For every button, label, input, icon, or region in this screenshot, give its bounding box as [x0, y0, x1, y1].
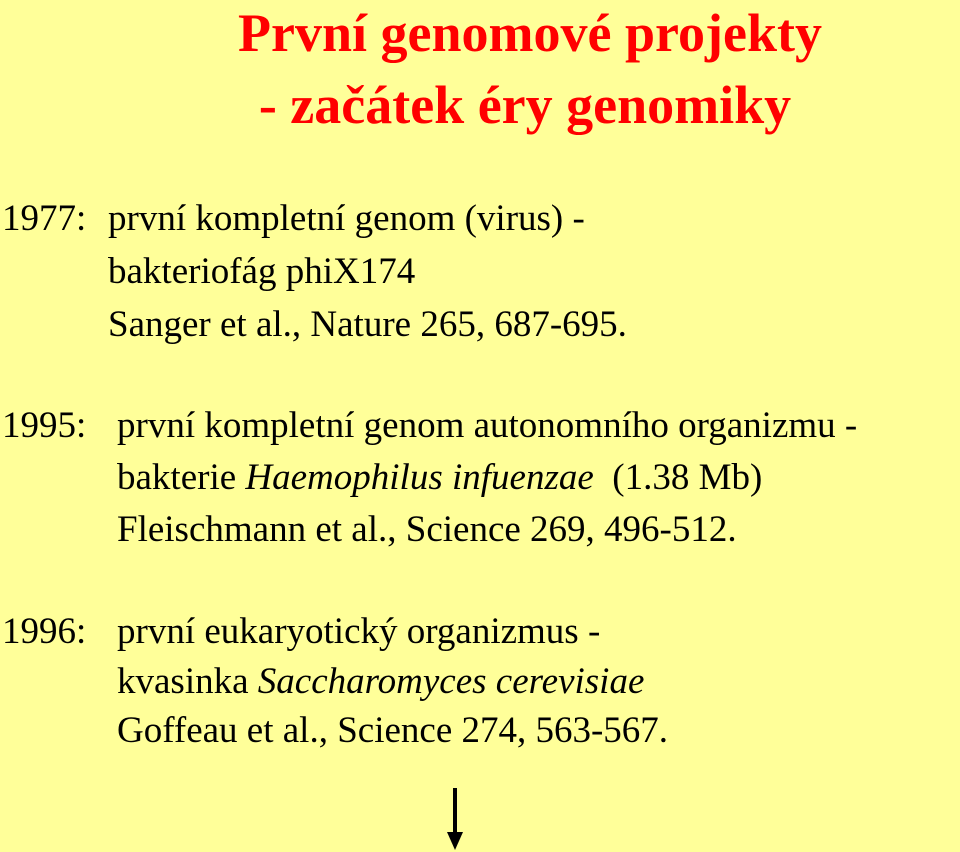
entry-citation: Goffeau et al., Science 274, 563-567. — [117, 710, 669, 751]
organism-prefix: kvasinka — [117, 661, 258, 702]
organism-species-name: Haemophilus infuenzae — [245, 457, 594, 498]
organism-species-name: Saccharomyces cerevisiae — [257, 661, 645, 702]
entry-year: 1996: — [2, 611, 87, 652]
title-line-1: První genomové projekty — [238, 3, 822, 63]
entry-citation: Fleischmann et al., Science 269, 496-512. — [117, 509, 737, 550]
entry-organism — [117, 456, 762, 500]
entry-year: 1977: — [2, 198, 87, 239]
entry-organism: bakteriofág phiX174 — [108, 251, 416, 292]
entry-citation: Sanger et al., Nature 265, 687-695. — [108, 304, 627, 345]
genome-size: (1.38 Mb) — [593, 457, 763, 498]
title-line-2: - začátek éry genomiky — [258, 75, 792, 135]
entry-year: 1995: — [2, 405, 87, 446]
organism-prefix: bakterie — [117, 457, 246, 498]
entry-description: první eukaryotický organizmus - — [117, 611, 601, 652]
entry-description: první kompletní genom autonomního organizmu - — [117, 405, 858, 446]
entry-description: první kompletní genom (virus) - — [108, 198, 585, 239]
down-arrow-icon — [447, 788, 463, 850]
entry-organism — [117, 660, 644, 704]
